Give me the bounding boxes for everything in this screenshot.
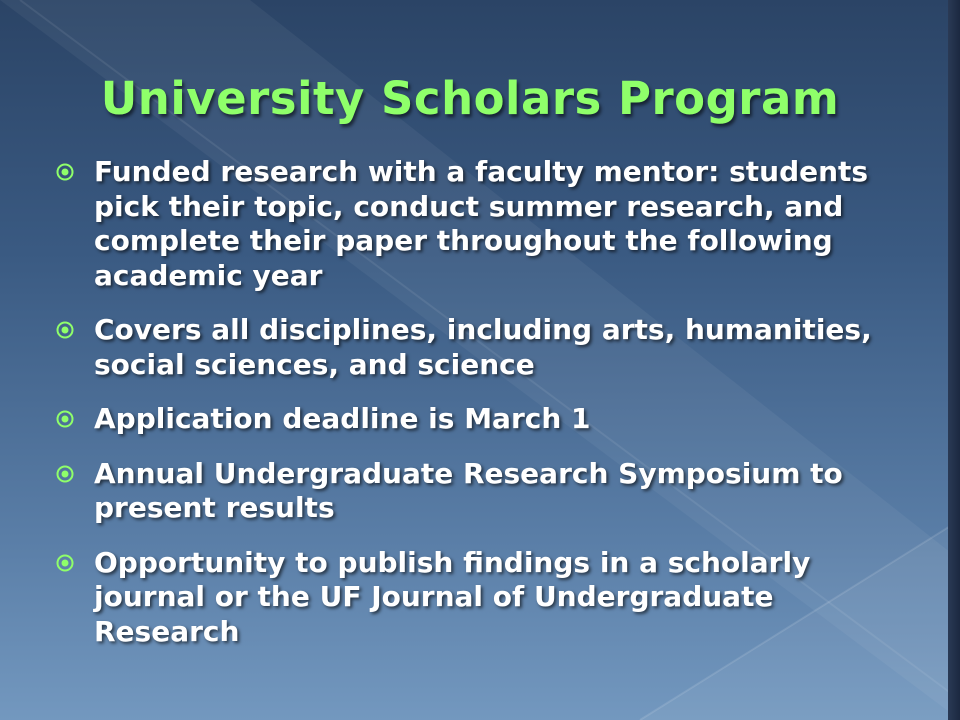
bullet-item [56, 546, 896, 650]
slide-title: University Scholars Program [100, 72, 840, 125]
circled-dot-icon [56, 410, 74, 428]
bullet-list [56, 155, 896, 669]
circled-dot-icon [56, 465, 74, 483]
slide-edge [948, 0, 960, 720]
circled-dot-icon [56, 163, 74, 181]
bullet-text: Annual Undergraduate Research Symposium to present results [94, 456, 843, 524]
bullet-text: Funded research with a faculty mentor: students pick their topic, conduct summer research, and complete their paper throughout the following academic year [94, 155, 869, 292]
bullet-item [56, 457, 896, 526]
bullet-text: Opportunity to publish findings in a scholarly journal or the UF Journal of Undergraduate Research [94, 545, 811, 648]
bullet-item [56, 155, 896, 293]
bullet-text: Application deadline is March 1 [94, 402, 591, 435]
circled-dot-icon [56, 321, 74, 339]
bullet-item [56, 402, 896, 437]
circled-dot-icon [56, 554, 74, 572]
bullet-text: Covers all disciplines, including arts, humanities, social sciences, and science [94, 313, 872, 381]
bullet-item [56, 313, 896, 382]
